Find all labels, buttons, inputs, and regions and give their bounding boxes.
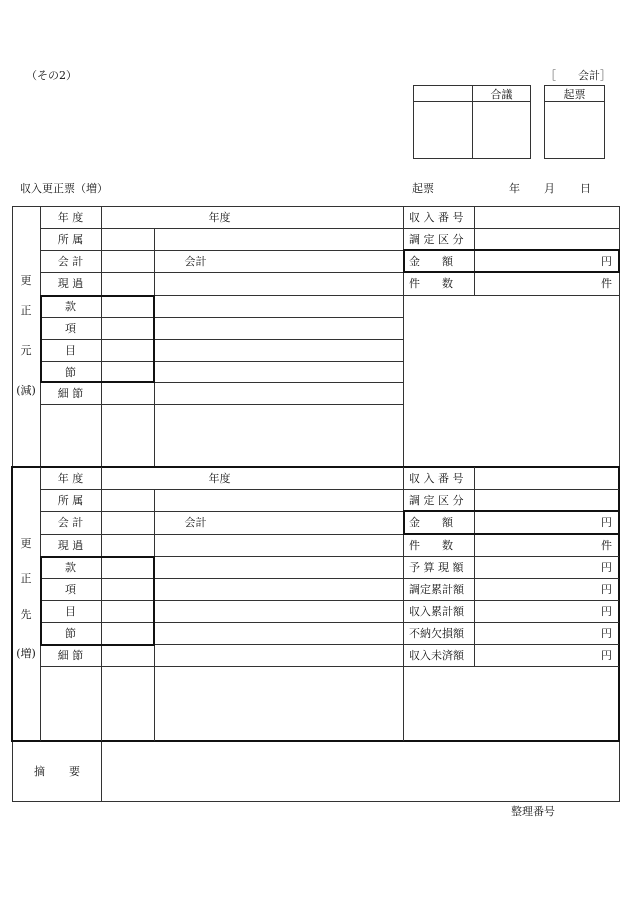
rule bbox=[40, 534, 403, 535]
from-right-label-2: 金 額 bbox=[409, 255, 453, 268]
summary-field[interactable] bbox=[101, 741, 619, 801]
to-row-label-4: 款 bbox=[65, 561, 76, 574]
from-row-label-8: 細 節 bbox=[57, 387, 84, 400]
kihyo-box-label: 起票 bbox=[563, 88, 586, 101]
rule bbox=[40, 489, 403, 490]
rule bbox=[40, 361, 403, 362]
from-row-label-6: 目 bbox=[65, 344, 76, 357]
account-bracket: ［ 会計］ bbox=[545, 69, 611, 82]
to-row-label-0: 年 度 bbox=[57, 472, 84, 485]
page-number: （その2） bbox=[26, 69, 77, 82]
from-nendo: 年度 bbox=[208, 211, 231, 224]
rule bbox=[618, 249, 620, 273]
to-side-label-1: 正 bbox=[20, 572, 32, 585]
rule bbox=[153, 556, 155, 646]
to-right-label-2: 金 額 bbox=[409, 516, 453, 529]
month-label: 月 bbox=[544, 182, 555, 195]
to-right-label-8: 収入未済額 bbox=[409, 649, 464, 662]
to-right-unit-2: 円 bbox=[601, 516, 612, 529]
from-row-label-5: 項 bbox=[65, 322, 76, 335]
rule bbox=[403, 622, 619, 623]
rule bbox=[403, 644, 619, 645]
kihyo-date-label: 起票 bbox=[412, 182, 434, 195]
from-row-label-3: 現 過 bbox=[57, 277, 84, 290]
to-row-label-6: 目 bbox=[65, 605, 76, 618]
rule bbox=[403, 249, 620, 251]
rule bbox=[40, 317, 403, 318]
to-right-label-1: 調 定 区 分 bbox=[409, 494, 464, 507]
to-side-label-0: 更 bbox=[20, 537, 32, 550]
to-right-label-7: 不納欠損額 bbox=[409, 627, 464, 640]
rule bbox=[403, 510, 405, 535]
rule bbox=[40, 295, 155, 297]
rule bbox=[40, 339, 403, 340]
rule bbox=[40, 556, 155, 558]
rule bbox=[40, 578, 403, 579]
from-side-label-1: 正 bbox=[20, 304, 32, 317]
to-side-label-2: 先 bbox=[20, 608, 32, 621]
from-row-label-7: 節 bbox=[65, 366, 76, 379]
rule bbox=[40, 511, 403, 512]
rule bbox=[618, 466, 620, 742]
from-right-label-3: 件 数 bbox=[409, 277, 453, 290]
from-right-unit-2: 円 bbox=[601, 255, 612, 268]
rule bbox=[40, 228, 403, 229]
rule bbox=[153, 295, 155, 383]
summary-label-1: 摘 bbox=[34, 765, 45, 778]
from-row-label-0: 年 度 bbox=[57, 211, 84, 224]
year-label: 年 bbox=[509, 182, 520, 195]
to-side-label-3: (増) bbox=[16, 647, 36, 660]
rule bbox=[101, 206, 102, 466]
rule bbox=[403, 295, 619, 296]
to-right-label-5: 調定累計額 bbox=[409, 583, 464, 596]
from-row-label-1: 所 属 bbox=[57, 233, 84, 246]
rule bbox=[403, 467, 404, 741]
to-row-label-5: 項 bbox=[65, 583, 76, 596]
rule bbox=[40, 272, 403, 273]
rule bbox=[403, 206, 404, 466]
rule bbox=[403, 249, 405, 273]
to-right-unit-5: 円 bbox=[601, 583, 612, 596]
from-side-label-0: 更 bbox=[20, 274, 32, 287]
rule bbox=[403, 556, 619, 557]
to-row-label-8: 細 節 bbox=[57, 649, 84, 662]
from-right-label-0: 収 入 番 号 bbox=[409, 211, 464, 224]
rule bbox=[11, 466, 620, 468]
rule bbox=[403, 666, 619, 667]
from-kaikei: 会計 bbox=[184, 255, 207, 268]
to-right-label-4: 予 算 現 額 bbox=[409, 561, 464, 574]
rule bbox=[40, 666, 403, 667]
from-right-label-1: 調 定 区 分 bbox=[409, 233, 464, 246]
to-right-label-3: 件 数 bbox=[409, 539, 453, 552]
rule bbox=[403, 510, 620, 512]
rule bbox=[403, 228, 619, 229]
from-row-label-4: 款 bbox=[65, 300, 76, 313]
to-right-unit-3: 件 bbox=[601, 539, 612, 552]
form-title: 収入更正票（増） bbox=[20, 182, 108, 195]
rule bbox=[40, 381, 155, 383]
rule bbox=[40, 250, 403, 251]
to-right-unit-6: 円 bbox=[601, 605, 612, 618]
from-row-label-2: 会 計 bbox=[57, 255, 84, 268]
to-row-label-1: 所 属 bbox=[57, 494, 84, 507]
from-side-label-2: 元 bbox=[20, 344, 32, 357]
rule bbox=[12, 206, 620, 207]
summary-label-2: 要 bbox=[69, 765, 80, 778]
to-right-label-0: 収 入 番 号 bbox=[409, 472, 464, 485]
to-right-unit-7: 円 bbox=[601, 627, 612, 640]
to-kaikei: 会計 bbox=[184, 516, 207, 529]
rule bbox=[403, 578, 619, 579]
to-right-unit-8: 円 bbox=[601, 649, 612, 662]
to-row-label-7: 節 bbox=[65, 627, 76, 640]
rule bbox=[101, 467, 102, 741]
rule bbox=[40, 644, 155, 646]
from-right-unit-3: 件 bbox=[601, 277, 612, 290]
rule bbox=[40, 404, 403, 405]
seiri-number-label: 整理番号 bbox=[511, 805, 555, 818]
rule bbox=[11, 466, 13, 742]
to-row-label-2: 会 計 bbox=[57, 516, 84, 529]
to-right-unit-4: 円 bbox=[601, 561, 612, 574]
from-side-label-3: (減) bbox=[16, 384, 36, 397]
rule bbox=[403, 600, 619, 601]
rule bbox=[12, 801, 620, 802]
day-label: 日 bbox=[580, 182, 591, 195]
gougi-label: 合議 bbox=[490, 88, 513, 101]
to-row-label-3: 現 過 bbox=[57, 539, 84, 552]
to-right-label-6: 収入累計額 bbox=[409, 605, 464, 618]
rule bbox=[403, 271, 620, 273]
to-nendo: 年度 bbox=[208, 472, 231, 485]
rule bbox=[40, 600, 403, 601]
rule bbox=[403, 533, 620, 535]
rule bbox=[40, 622, 403, 623]
rule bbox=[403, 489, 619, 490]
